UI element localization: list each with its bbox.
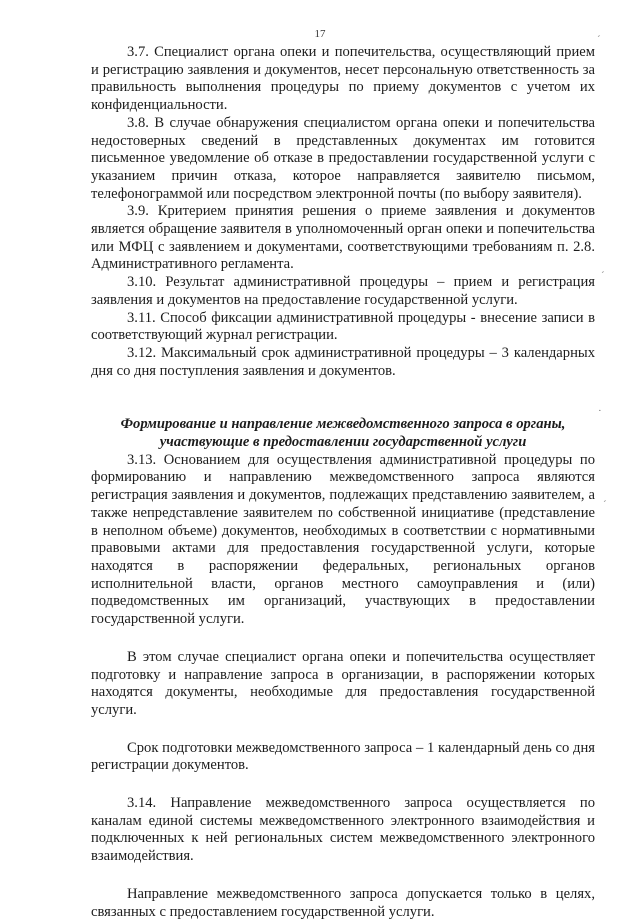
section-heading-line-1: Формирование и направление межведомственного запроса в органы, — [120, 416, 566, 433]
paragraph-3-14: 3.14. Направление межведомственного запроса осуществляется по каналам единой системы межведомственного электронного взаимодействия и подключенных к ней региональных систем межведомственного электронного взаимодействия. — [91, 795, 595, 865]
paragraph-3-8: 3.8. В случае обнаружения специалистом органа опеки и попечительства недостоверных сведений в представленных документах им готовится письменное уведомление об отказе в предоставлении государственной услуги с указанием причин отказа, которое направляется заявителю письмом, телефонограммой или посредством электронной почты (по выбору заявителя). — [91, 114, 595, 202]
page-body — [91, 44, 595, 921]
paragraph-3-10: 3.10. Результат административной процедуры – прием и регистрация заявления и документов на предоставление государственной услуги. — [91, 274, 595, 308]
scan-speck: ´ — [597, 34, 601, 46]
paragraph-3-11: 3.11. Способ фиксации административной процедуры - внесение записи в соответствующий журнал регистрации. — [91, 309, 595, 344]
page-number: 17 — [314, 28, 326, 40]
paragraph-3-13: 3.13. Основанием для осуществления административной процедуры по формированию и направлению межведомственного запроса являются регистрация заявления и документов, подлежащих представлению заявителем, а также непредставление заявителем по собственной инициативе (представление в неполном объеме) документов, необходимых в соответствии с нормативными правовыми актами для предоставления государственной услуги, которые находятся в распоряжении федеральных, региональных органов исполнительной власти, органов местного самоуправления и (или) подведомственных им организаций, участвующих в предоставлении государственной услуги. — [91, 451, 595, 628]
scan-speck: ´ — [603, 499, 607, 511]
paragraph-3-9: 3.9. Критерием принятия решения о приеме заявления и документов является обращение заявителя в уполномоченный орган опеки и попечительства или МФЦ с заявлением и документами, соответствующими требованиям п. 2.8. Административного регламента. — [91, 203, 595, 273]
paragraph-request-deadline: Срок подготовки межведомственного запроса – 1 календарный день со дня регистрации документов. — [91, 739, 595, 774]
scan-speck: · — [598, 405, 602, 417]
scan-speck: ´ — [601, 270, 605, 282]
section-heading — [91, 416, 595, 451]
paragraph-3-7: 3.7. Специалист органа опеки и попечительства, осуществляющий прием и регистрацию заявления и документов, несет персональную ответственность за правильность выполнения процедуры по приему документов с учетом их конфиденциальности. — [91, 44, 595, 114]
paragraph-specialist-request: В этом случае специалист органа опеки и попечительства осуществляет подготовку и направление запроса в организации, в распоряжении которых находятся документы, необходимые для предоставления государственной услуги. — [91, 648, 595, 718]
paragraph-request-purpose: Направление межведомственного запроса допускается только в целях, связанных с предоставлением государственной услуги. — [91, 885, 595, 920]
paragraph-3-12: 3.12. Максимальный срок административной процедуры – 3 календарных дня со дня поступления заявления и документов. — [91, 344, 595, 379]
section-heading-line-2: участвующие в предоставлении государственной услуги — [159, 434, 527, 451]
